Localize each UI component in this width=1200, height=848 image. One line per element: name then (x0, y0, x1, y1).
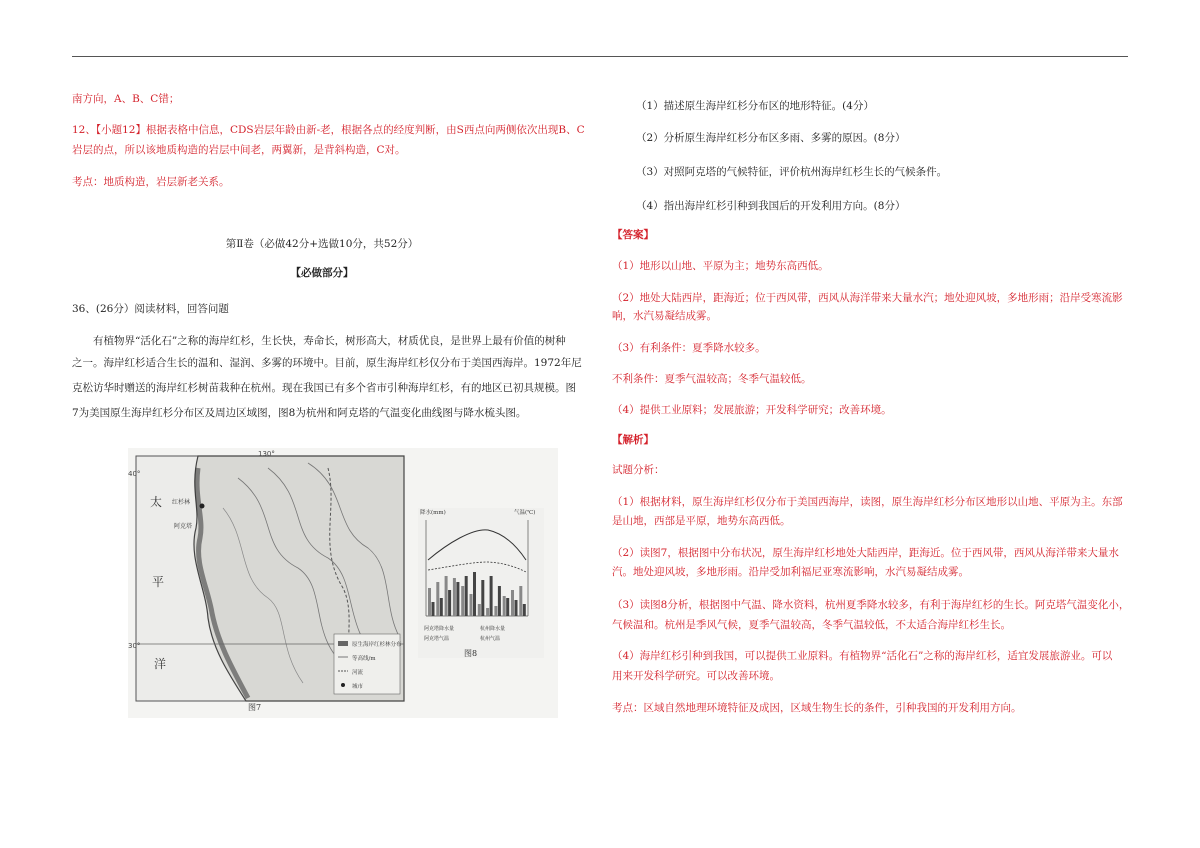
acata-precip-bar (478, 604, 481, 616)
q36-title: 36、(26分）阅读材料，回答问题 (72, 303, 229, 315)
acata-precip-bar (428, 588, 431, 616)
analysis-tag: 【解析】 (612, 434, 654, 446)
legend-swatch-city (341, 683, 345, 687)
question-1: （1）描述原生海岸红杉分布区的地形特征。(4分） (636, 100, 874, 112)
legend-item-river: 河流 (352, 670, 364, 676)
acata-precip-bar (445, 576, 448, 616)
acata-precip-bar (461, 586, 464, 616)
question-3: （3）对照阿克塔的气候特征，评价杭州海岸红杉生长的气候条件。 (636, 166, 948, 178)
q12-explanation-line1: 12、【小题12】根据表格中信息，CDS岩层年龄由新-老，根据各点的经度判断，由S西点向两侧依次出现B、C (72, 124, 585, 136)
hangzhou-precip-bar (523, 604, 526, 616)
latitude-label-2: 30° (128, 642, 141, 650)
latitude-label: 40° (128, 470, 141, 478)
redwood-label: 红杉林 (172, 499, 191, 506)
climate-chart (418, 508, 544, 658)
analysis-4-line1: （4）海岸红杉引种到我国，可以提供工业原料。有植物界“活化石”之称的海岸红杉，适宜发展旅游业。可以 (612, 650, 1113, 662)
hangzhou-precip-bar (440, 598, 443, 616)
kaodian-right: 考点：区域自然地理环境特征及成因，区域生物生长的条件，引种我国的开发利用方向。 (612, 702, 1022, 714)
hangzhou-precip-bar (481, 580, 484, 616)
legend-item-contour: 等高线/m (352, 656, 376, 662)
question-2: （2）分析原生海岸红杉分布区多雨、多雾的原因。(8分） (636, 132, 906, 144)
q12-explanation-line2: 岩层的点，所以该地质构造的岩层中间老，两翼新，是背斜构造，C对。 (72, 144, 406, 156)
hangzhou-precip-bar (456, 582, 459, 616)
acata-precip-bar (436, 582, 439, 616)
legend-swatch-redwood (338, 641, 348, 646)
material-line3: 克松访华时赠送的海岸红杉树苗栽种在杭州。现在我国已有多个省市引种海岸红杉，有的地区已初具规模。图 (72, 382, 576, 394)
answer-4: （4）提供工业原料；发展旅游；开发科学研究；改善环境。 (612, 404, 892, 416)
question-4: （4）指出海岸红杉引种到我国后的开发利用方向。(8分） (636, 200, 906, 212)
acata-label: 阿克塔 (174, 523, 193, 530)
fig8-caption: 图8 (464, 649, 478, 658)
analysis-1-line2: 是山地，西部是平原，地势东高西低。 (612, 515, 791, 527)
legend-item-redwood: 原生海岸红杉林分布 (352, 642, 402, 648)
analysis-4-line2: 用来开发科学研究。可以改善环境。 (612, 670, 780, 682)
answer-2-line2: 响，水汽易凝结成雾。 (612, 310, 717, 322)
analysis-3-line1: （3）读图8分析，根据图中气温、降水资料，杭州夏季降水较多，有利于海岸红杉的生长。阿克塔气温变化小， (612, 599, 1130, 611)
fragment-text: 南方向，A、B、C错； (72, 93, 180, 105)
hangzhou-precip-bar (515, 600, 518, 616)
hangzhou-precip-bar (465, 576, 468, 616)
hangzhou-precip-bar (506, 598, 509, 616)
material-line1: 有植物界“活化石”之称的海岸红杉，生长快，寿命长，树形高大，材质优良，是世界上最有价值的树种 (93, 335, 566, 347)
hangzhou-precip-bar (473, 572, 476, 616)
acata-precip-bar (453, 578, 456, 616)
ocean-char-2: 平 (152, 575, 165, 589)
fig7-caption: 图7 (248, 703, 262, 712)
answer-3-line1: （3）有利条件：夏季降水较多。 (612, 342, 766, 354)
ocean-char-3: 洋 (154, 657, 167, 671)
kaodian-left: 考点：地质构造，岩层新老关系。 (72, 176, 230, 188)
hangzhou-precip-bar (432, 602, 435, 616)
city-acata-dot (200, 504, 205, 509)
answer-2-line1: （2）地处大陆西岸，距海近；位于西风带，西风从海洋带来大量水汽；地处迎风坡，多地形雨；沿岸受寒流影 (612, 292, 1123, 304)
acata-precip-bar (470, 594, 473, 616)
hangzhou-precip-bar (498, 586, 501, 616)
analysis-intro: 试题分析： (612, 464, 665, 476)
acata-precip-bar (503, 596, 506, 616)
header-rule (72, 56, 1128, 57)
analysis-2-line1: （2）读图7，根据图中分布状况，原生海岸红杉地处大陆西岸，距海近。位于西风带，西风从海洋带来大量水 (612, 547, 1119, 559)
section-subtitle: 【必做部分】 (290, 267, 354, 279)
acata-precip-bar (494, 606, 497, 616)
climate-legend-2: 杭州降水量 (480, 626, 506, 632)
answer-1: （1）地形以山地、平原为主；地势东高西低。 (612, 260, 829, 272)
acata-precip-bar (511, 590, 514, 616)
material-line4: 7为美国原生海岸红杉分布区及周边区域图，图8为杭州和阿克塔的气温变化曲线图与降水梳头图。 (72, 407, 527, 419)
analysis-2-line2: 汽。地处迎风坡，多地形雨。沿岸受加利福尼亚寒流影响，水汽易凝结成雾。 (612, 566, 969, 578)
climate-legend-3: 阿克塔气温 (424, 636, 450, 642)
ocean-char-1: 太 (150, 495, 163, 509)
answer-3-line2: 不利条件：夏季气温较高；冬季气温较低。 (612, 373, 812, 385)
analysis-1-line1: （1）根据材料，原生海岸红杉仅分布于美国西海岸，读图，原生海岸红杉分布区地形以山地、平原为主。东部 (612, 496, 1123, 508)
climate-legend-4: 杭州气温 (480, 636, 501, 642)
section-title: 第Ⅱ卷（必做42分+选做10分，共52分） (225, 238, 419, 250)
analysis-3-line2: 气候温和。杭州是季风气候，夏季气温较高，冬季气温较低，不太适合海岸红杉生长。 (612, 619, 1011, 631)
hangzhou-precip-bar (490, 576, 493, 616)
legend-item-city: 城市 (352, 684, 364, 690)
climate-ylabel-right: 气温(℃) (514, 510, 536, 516)
longitude-label: 130° (258, 450, 275, 458)
hangzhou-precip-bar (448, 590, 451, 616)
acata-precip-bar (519, 586, 522, 616)
climate-ylabel-left: 降水(mm) (420, 510, 446, 516)
material-line2: 之一。海岸红杉适合生长的温和、湿润、多雾的环境中。目前，原生海岸红杉仅分布于美国西海岸。1972年尼 (72, 357, 582, 369)
acata-precip-bar (486, 608, 489, 616)
climate-legend-1: 阿克塔降水量 (424, 626, 455, 632)
figure-map-and-climate (128, 448, 558, 718)
answer-tag: 【答案】 (612, 229, 654, 241)
